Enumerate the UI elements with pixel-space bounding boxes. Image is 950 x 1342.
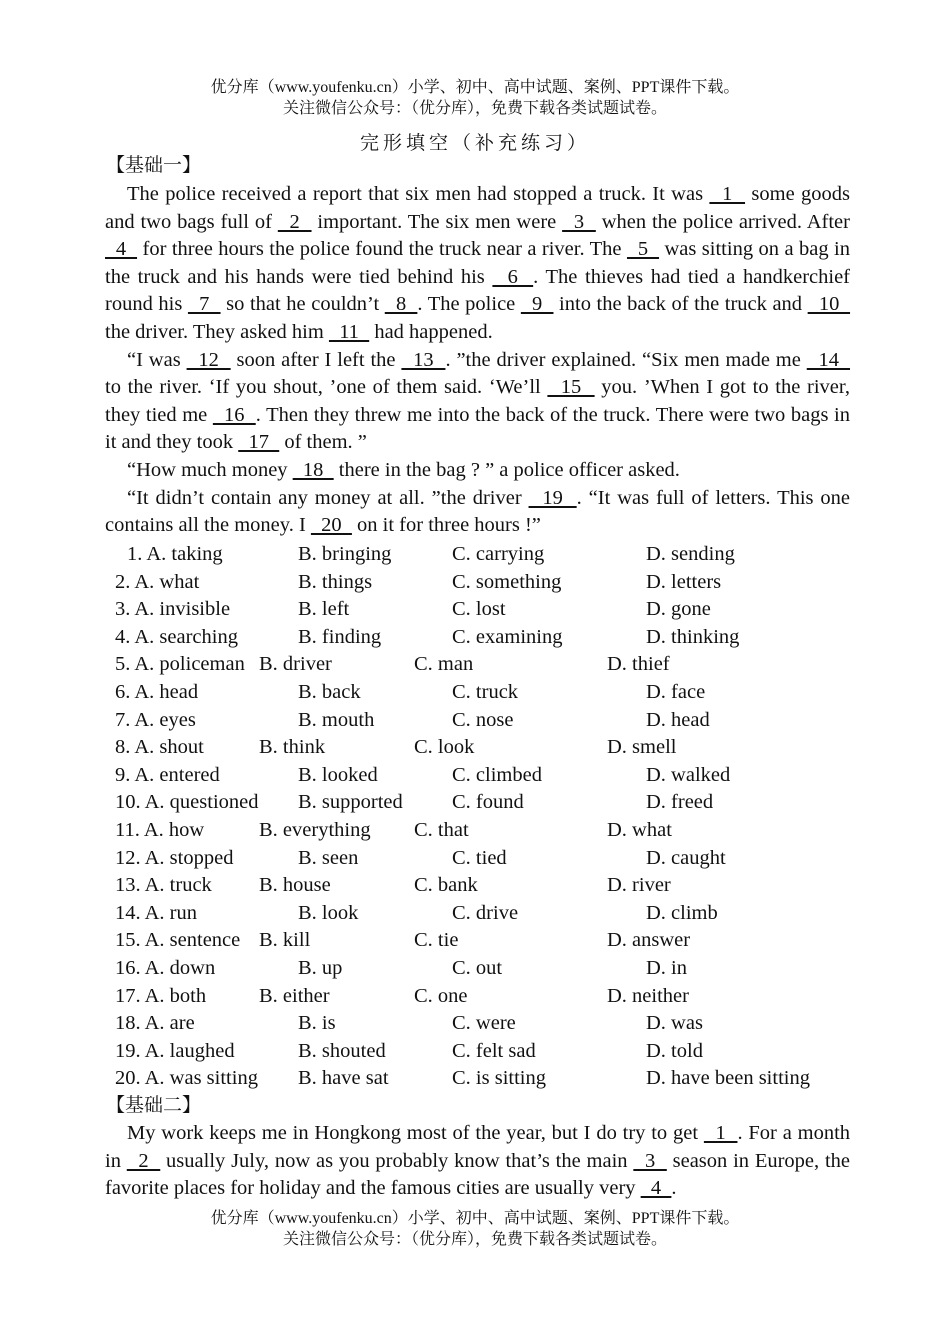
passage-text: important. The six men were (311, 210, 563, 233)
passage-text: had happened. (369, 320, 493, 343)
passage-text: . (671, 1177, 677, 1200)
question-number: 4. (115, 625, 131, 648)
option-d: D. face (646, 681, 706, 703)
option-b: B. supported (298, 791, 403, 814)
option-a-text: A. truck (144, 874, 212, 897)
option-b: B. everything (259, 819, 371, 841)
passage-text: of them. ” (279, 431, 367, 454)
paragraph (105, 1120, 850, 1203)
passage-text: on it for three hours !” (351, 514, 541, 537)
option-d: D. smell (607, 736, 677, 759)
blank-number: 3 (633, 1149, 667, 1172)
blank-number: 2 (126, 1149, 161, 1172)
option-a (115, 789, 259, 817)
option-a-text: A. policeman (134, 653, 245, 676)
option-a-text: A. laughed (144, 1039, 235, 1062)
option-d: D. gone (646, 598, 711, 621)
blank-number: 19 (528, 486, 577, 509)
option-a (115, 1038, 235, 1066)
option-a (115, 983, 206, 1011)
passage-text: the driver. They asked him (105, 320, 329, 343)
option-a (115, 707, 196, 735)
option-c: C. carrying (452, 543, 545, 565)
blank-number: 4 (640, 1177, 672, 1200)
option-c: C. tied (452, 846, 507, 869)
option-b: B. left (298, 598, 350, 621)
blank-number: 18 (292, 458, 334, 481)
question-number: 8. (115, 736, 131, 759)
option-b: B. have sat (298, 1067, 389, 1090)
option-d: D. river (607, 874, 671, 897)
option-c: C. one (414, 984, 468, 1007)
option-c: C. that (414, 819, 469, 841)
blank-number: 1 (709, 183, 746, 205)
option-d: D. caught (646, 846, 726, 869)
option-a-text: A. what (134, 570, 200, 593)
option-b: B. up (298, 957, 343, 979)
option-b: B. look (298, 901, 359, 924)
option-c: C. something (452, 570, 562, 593)
question-number: 6. (115, 681, 131, 703)
paragraph (105, 181, 850, 347)
passage-text: soon after I left the (230, 348, 402, 371)
question-number: 10. (115, 791, 141, 814)
question-number: 5. (115, 653, 131, 676)
option-c: C. is sitting (452, 1067, 546, 1090)
blank-number: 17 (238, 431, 280, 454)
option-b: B. house (259, 874, 331, 897)
passage-text: “I was (127, 348, 187, 371)
option-b: B. bringing (298, 543, 392, 565)
paragraph (105, 347, 850, 457)
option-a-text: A. stopped (144, 846, 234, 869)
blank-number: 12 (186, 348, 231, 371)
option-d: D. have been sitting (646, 1067, 810, 1090)
blank-number: 9 (520, 293, 554, 316)
option-a (115, 1010, 195, 1038)
question-number: 20. (115, 1067, 141, 1090)
option-b: B. think (259, 736, 326, 759)
option-c: C. were (452, 1012, 516, 1035)
option-b: B. driver (259, 653, 332, 676)
passage-text: was sitting on a bag in the truck and his hands were tied behind his (105, 238, 850, 288)
option-a-text: A. head (134, 681, 199, 703)
option-b: B. kill (259, 929, 311, 952)
option-a-text: A. both (144, 984, 207, 1007)
option-a (115, 955, 215, 983)
footer-line-1: 优分库（www.youfenku.cn）小学、初中、高中试题、案例、PPT课件下载。 (210, 1210, 740, 1227)
question-number: 13. (115, 874, 141, 897)
blank-number: 15 (547, 376, 595, 399)
section-2-label: 【基础二】 (106, 1095, 202, 1116)
option-c: C. look (414, 736, 475, 759)
option-a (115, 927, 240, 955)
passage-text: . The police (417, 293, 521, 316)
passage-text: . For a month in (105, 1122, 851, 1172)
option-a (115, 1065, 258, 1093)
option-d: D. thinking (646, 625, 740, 648)
option-c: C. nose (452, 708, 514, 731)
passage-2 (105, 1120, 850, 1203)
option-b: B. shouted (298, 1039, 386, 1062)
option-d: D. climb (646, 901, 718, 924)
option-b: B. finding (298, 625, 382, 648)
passage-text: . ”the driver explained. “Six men made me (445, 348, 807, 371)
question-number: 9. (115, 763, 131, 786)
option-a-text: A. questioned (144, 791, 259, 814)
option-d: D. what (607, 819, 672, 841)
question-number: 15. (115, 929, 141, 952)
option-a-text: A. down (144, 957, 216, 979)
option-b: B. seen (298, 846, 359, 869)
passage-text: usually July, now as you probably know that’s the main (160, 1149, 634, 1172)
option-b: B. things (298, 570, 373, 593)
option-d: D. head (646, 708, 710, 731)
passage-1 (105, 181, 850, 540)
option-a-text: A. entered (134, 763, 220, 786)
option-c: C. drive (452, 901, 519, 924)
passage-text: so that he couldn’t (220, 293, 385, 316)
option-d: D. freed (646, 791, 714, 814)
option-a-text: A. are (144, 1012, 195, 1035)
option-d: D. was (646, 1012, 703, 1035)
blank-number: 13 (401, 348, 446, 371)
blank-number: 10 (807, 293, 851, 316)
passage-text: when the police arrived. After (595, 210, 850, 233)
question-number: 2. (115, 570, 131, 593)
passage-text: “It didn’t contain any money at all. ”the driver (127, 486, 529, 509)
option-b: B. is (298, 1012, 336, 1035)
question-number: 1. (127, 543, 143, 565)
option-a-text: A. searching (134, 625, 238, 648)
option-a (115, 569, 199, 597)
option-a (115, 679, 198, 707)
option-d: D. letters (646, 570, 722, 593)
blank-number: 14 (806, 348, 851, 371)
passage-text: . Then they threw me into the back of the truck. There were two bags in it and they took (105, 403, 851, 454)
option-d: D. sending (646, 543, 735, 565)
option-a-text: A. how (143, 819, 205, 841)
option-b: B. mouth (298, 708, 375, 731)
option-a (115, 762, 220, 790)
question-number: 7. (115, 708, 131, 731)
question-number: 16. (115, 957, 141, 979)
option-a (115, 624, 238, 652)
question-number: 18. (115, 1012, 141, 1035)
passage-text: . “It was full of letters. This one contains all the money. I (105, 486, 851, 537)
option-b: B. back (298, 681, 361, 703)
blank-number: 11 (328, 320, 370, 343)
option-d: D. thief (607, 653, 670, 676)
option-a-text: A. was sitting (144, 1067, 258, 1090)
option-c: C. man (414, 653, 474, 676)
option-c: C. tie (414, 929, 459, 952)
question-number: 3. (115, 598, 131, 621)
option-c: C. found (452, 791, 524, 814)
blank-number: 1 (703, 1122, 738, 1144)
blank-number: 3 (562, 210, 596, 233)
blank-number: 7 (187, 293, 221, 316)
page-title: 完形填空（补充练习） (359, 133, 590, 154)
passage-text: My work keeps me in Hongkong most of the year, but I do try to get (127, 1122, 704, 1144)
passage-text: into the back of the truck and (553, 293, 808, 316)
passage-text: there in the bag ? ” a police officer asked. (333, 458, 680, 481)
passage-text: . The thieves had tied a handkerchief round his (105, 265, 851, 316)
option-a (115, 872, 212, 900)
option-a-text: A. eyes (134, 708, 196, 731)
paragraph (105, 457, 850, 485)
passage-text: season in Europe, the favorite places for holiday and the famous cities are usually very (105, 1149, 851, 1200)
blank-number: 16 (212, 403, 256, 426)
passage-text: “How much money (127, 458, 293, 481)
option-c: C. felt sad (452, 1039, 536, 1062)
option-a (115, 596, 230, 624)
question-number: 11. (115, 819, 140, 841)
option-a-text: A. taking (146, 543, 223, 565)
passage-text: The police received a report that six men had stopped a truck. It was (127, 183, 710, 205)
question-number: 19. (115, 1039, 141, 1062)
passage-text: for three hours the police found the truck near a river. The (137, 238, 627, 261)
option-a (115, 845, 233, 873)
option-c: C. out (452, 957, 503, 979)
passage-text: some goods and two bags full of (105, 183, 850, 233)
option-c: C. climbed (452, 763, 542, 786)
question-number: 12. (115, 846, 141, 869)
passage-text: you. ’When I got to the river, they tied me (105, 376, 851, 426)
header-line-1: 优分库（www.youfenku.cn）小学、初中、高中试题、案例、PPT课件下载。 (210, 79, 740, 96)
question-number: 17. (115, 984, 141, 1007)
option-d: D. answer (607, 929, 691, 952)
option-c: C. lost (452, 598, 506, 621)
option-a (115, 900, 197, 928)
blank-number: 4 (105, 238, 138, 261)
option-a (115, 734, 204, 762)
option-c: C. bank (414, 874, 478, 897)
option-d: D. neither (607, 984, 689, 1007)
option-b: B. looked (298, 763, 378, 786)
header-line-2: 关注微信公众号：（优分库），免费下载各类试题试卷。 (282, 100, 667, 117)
option-a (115, 817, 204, 845)
section-1-label: 【基础一】 (106, 155, 202, 176)
option-c: C. examining (452, 625, 563, 648)
blank-number: 6 (492, 265, 534, 288)
passage-text: to the river. ‘If you shout, ’one of them said. ‘We’ll (105, 376, 548, 399)
option-d: D. walked (646, 763, 731, 786)
option-d: D. in (646, 957, 687, 979)
footer-line-2: 关注微信公众号：（优分库），免费下载各类试题试卷。 (282, 1231, 667, 1248)
option-a (127, 541, 223, 569)
blank-number: 2 (277, 210, 312, 233)
option-b: B. either (259, 984, 330, 1007)
option-a-text: A. invisible (134, 598, 231, 621)
question-number: 14. (115, 901, 141, 924)
blank-number: 5 (626, 238, 660, 261)
option-a-text: A. sentence (144, 929, 241, 952)
blank-number: 8 (384, 293, 418, 316)
option-a-text: A. run (144, 901, 198, 924)
option-c: C. truck (452, 681, 519, 703)
option-d: D. told (646, 1039, 703, 1062)
paragraph (105, 485, 850, 540)
option-a-text: A. shout (134, 736, 204, 759)
option-a (115, 651, 245, 679)
blank-number: 20 (310, 514, 352, 537)
